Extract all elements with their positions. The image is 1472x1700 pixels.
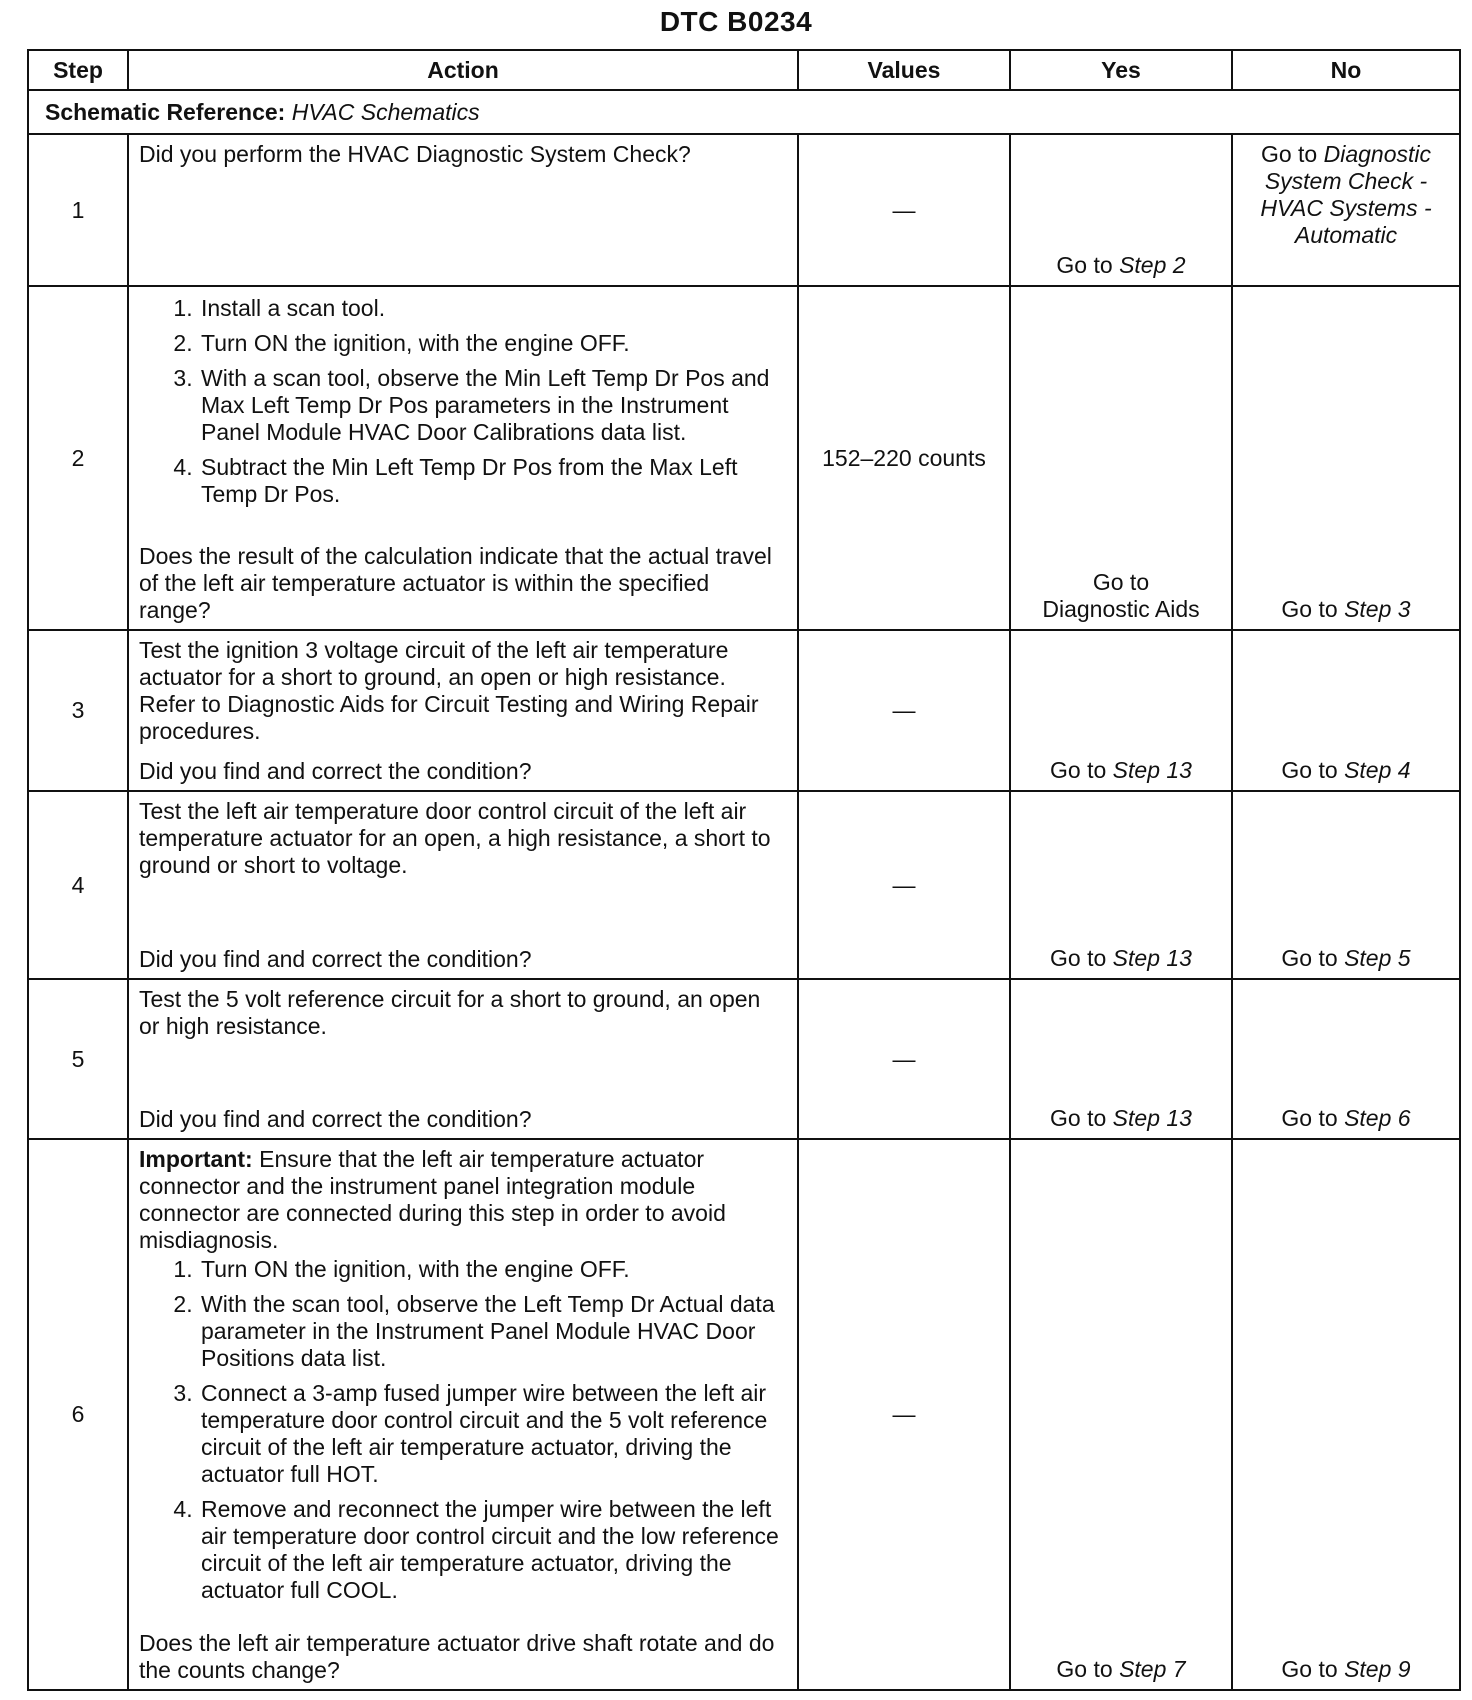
header-action: Action [128, 50, 798, 90]
procedure-item: 1. Turn ON the ignition, with the engine OFF. [199, 1256, 787, 1283]
yes-cell [1010, 1139, 1232, 1690]
yes-cell [1010, 979, 1232, 1139]
yes-target: Step 13 [1112, 945, 1192, 971]
values-cell: — [798, 630, 1010, 791]
page-title: DTC B0234 [659, 6, 813, 37]
action-cell [128, 630, 798, 791]
no-cell [1232, 979, 1460, 1139]
procedure-item: 2. Turn ON the ignition, with the engine OFF. [199, 330, 787, 357]
yes-target: Diagnostic Aids [1042, 596, 1200, 622]
schematic-reference-label: Schematic Reference: [45, 98, 286, 125]
values-cell: — [798, 134, 1010, 286]
yes-cell [1010, 286, 1232, 630]
no-cell [1232, 791, 1460, 979]
action-text: Test the left air temperature door control circuit of the left air temperature actuator for an open, a high resistance, a short to ground or short to voltage. [139, 798, 771, 878]
no-target: Step 9 [1344, 1656, 1411, 1682]
action-cell [128, 286, 798, 630]
no-target: Step 4 [1344, 757, 1411, 783]
question-text: Does the left air temperature actuator drive shaft rotate and do the counts change? [139, 1630, 775, 1683]
yes-cell [1010, 630, 1232, 791]
important-note [139, 1146, 787, 1254]
procedure-item: 1. Install a scan tool. [199, 295, 787, 322]
goto-prefix: Go to [1050, 945, 1107, 971]
values-cell: — [798, 979, 1010, 1139]
procedure-item: 3. With a scan tool, observe the Min Left Temp Dr Pos and Max Left Temp Dr Pos parameters in the Instrument Panel Module HVAC Door Calibrations data list. [199, 365, 787, 446]
yes-target: Step 2 [1119, 252, 1186, 278]
table-row [28, 979, 1460, 1139]
header-yes: Yes [1010, 50, 1232, 90]
table-row [28, 630, 1460, 791]
step-number: 3 [28, 630, 128, 791]
schematic-reference-row [28, 90, 1460, 134]
no-cell [1232, 134, 1460, 286]
header-no: No [1232, 50, 1460, 90]
no-target: Diagnostic System Check - HVAC Systems - Automatic [1260, 141, 1432, 248]
no-target: Step 3 [1344, 596, 1411, 622]
goto-prefix: Go to [1056, 252, 1113, 278]
question-text: Did you find and correct the condition? [139, 946, 532, 972]
values-cell: 152–220 counts [798, 286, 1010, 630]
goto-prefix: Go to [1260, 141, 1318, 167]
action-text: Did you perform the HVAC Diagnostic System Check? [139, 141, 691, 167]
goto-prefix: Go to [1281, 757, 1338, 783]
action-cell [128, 134, 798, 286]
yes-target: Step 13 [1112, 757, 1192, 783]
goto-prefix: Go to [1281, 1105, 1338, 1131]
action-cell [128, 979, 798, 1139]
step-number: 1 [28, 134, 128, 286]
step-number: 5 [28, 979, 128, 1139]
procedure-list [139, 295, 787, 537]
yes-cell [1010, 134, 1232, 286]
goto-prefix: Go to [1281, 596, 1338, 622]
procedure-item: 4. Subtract the Min Left Temp Dr Pos from the Max Left Temp Dr Pos. [199, 454, 787, 508]
no-cell [1232, 1139, 1460, 1690]
header-row [28, 50, 1460, 90]
action-cell [128, 791, 798, 979]
procedure-item: 4. Remove and reconnect the jumper wire between the left air temperature door control circuit and the low reference circuit of the left air temperature actuator, driving the actuator full COOL. [199, 1496, 787, 1604]
important-label: Important: [139, 1146, 253, 1172]
question-text: Did you find and correct the condition? [139, 758, 532, 784]
values-cell: — [798, 1139, 1010, 1690]
goto-prefix: Go to [1050, 1105, 1107, 1131]
diagnostic-table [27, 49, 1461, 1691]
question-text: Did you find and correct the condition? [139, 1106, 532, 1132]
yes-target: Step 7 [1119, 1656, 1186, 1682]
step-number: 2 [28, 286, 128, 630]
goto-prefix: Go to [1092, 569, 1150, 595]
yes-target: Step 13 [1112, 1105, 1192, 1131]
schematic-reference [28, 90, 1460, 134]
no-cell [1232, 630, 1460, 791]
table-row [28, 286, 1460, 630]
action-cell [128, 1139, 798, 1690]
action-text: Test the 5 volt reference circuit for a short to ground, an open or high resistance. [139, 986, 761, 1039]
yes-cell [1010, 791, 1232, 979]
question-text: Does the result of the calculation indicate that the actual travel of the left air temperature actuator is within the specified range? [139, 543, 772, 623]
important-text: Ensure that the left air temperature actuator connector and the instrument panel integration module connector are connected during this step in order to avoid misdiagnosis. [139, 1146, 726, 1253]
procedure-item: 3. Connect a 3-amp fused jumper wire between the left air temperature door control circuit and the 5 volt reference circuit of the left air temperature actuator, driving the actuator full HOT. [199, 1380, 787, 1488]
header-values: Values [798, 50, 1010, 90]
no-target: Step 5 [1344, 945, 1411, 971]
table-row [28, 1139, 1460, 1690]
step-number: 4 [28, 791, 128, 979]
goto-prefix: Go to [1281, 1656, 1338, 1682]
values-cell: — [798, 791, 1010, 979]
procedure-item: 2. With the scan tool, observe the Left Temp Dr Actual data parameter in the Instrument Panel Module HVAC Door Positions data list. [199, 1291, 787, 1372]
goto-prefix: Go to [1056, 1656, 1113, 1682]
table-row [28, 134, 1460, 286]
no-cell [1232, 286, 1460, 630]
header-step: Step [28, 50, 128, 90]
schematic-reference-link: HVAC Schematics [291, 98, 480, 125]
action-text: Test the ignition 3 voltage circuit of the left air temperature actuator for a short to ground, an open or high resistance. Refer to Diagnostic Aids for Circuit Testing and Wiring Repair procedures. [139, 637, 759, 744]
procedure-list [139, 1256, 787, 1624]
step-number: 6 [28, 1139, 128, 1690]
goto-prefix: Go to [1281, 945, 1338, 971]
goto-prefix: Go to [1050, 757, 1107, 783]
no-target: Step 6 [1344, 1105, 1411, 1131]
table-row [28, 791, 1460, 979]
